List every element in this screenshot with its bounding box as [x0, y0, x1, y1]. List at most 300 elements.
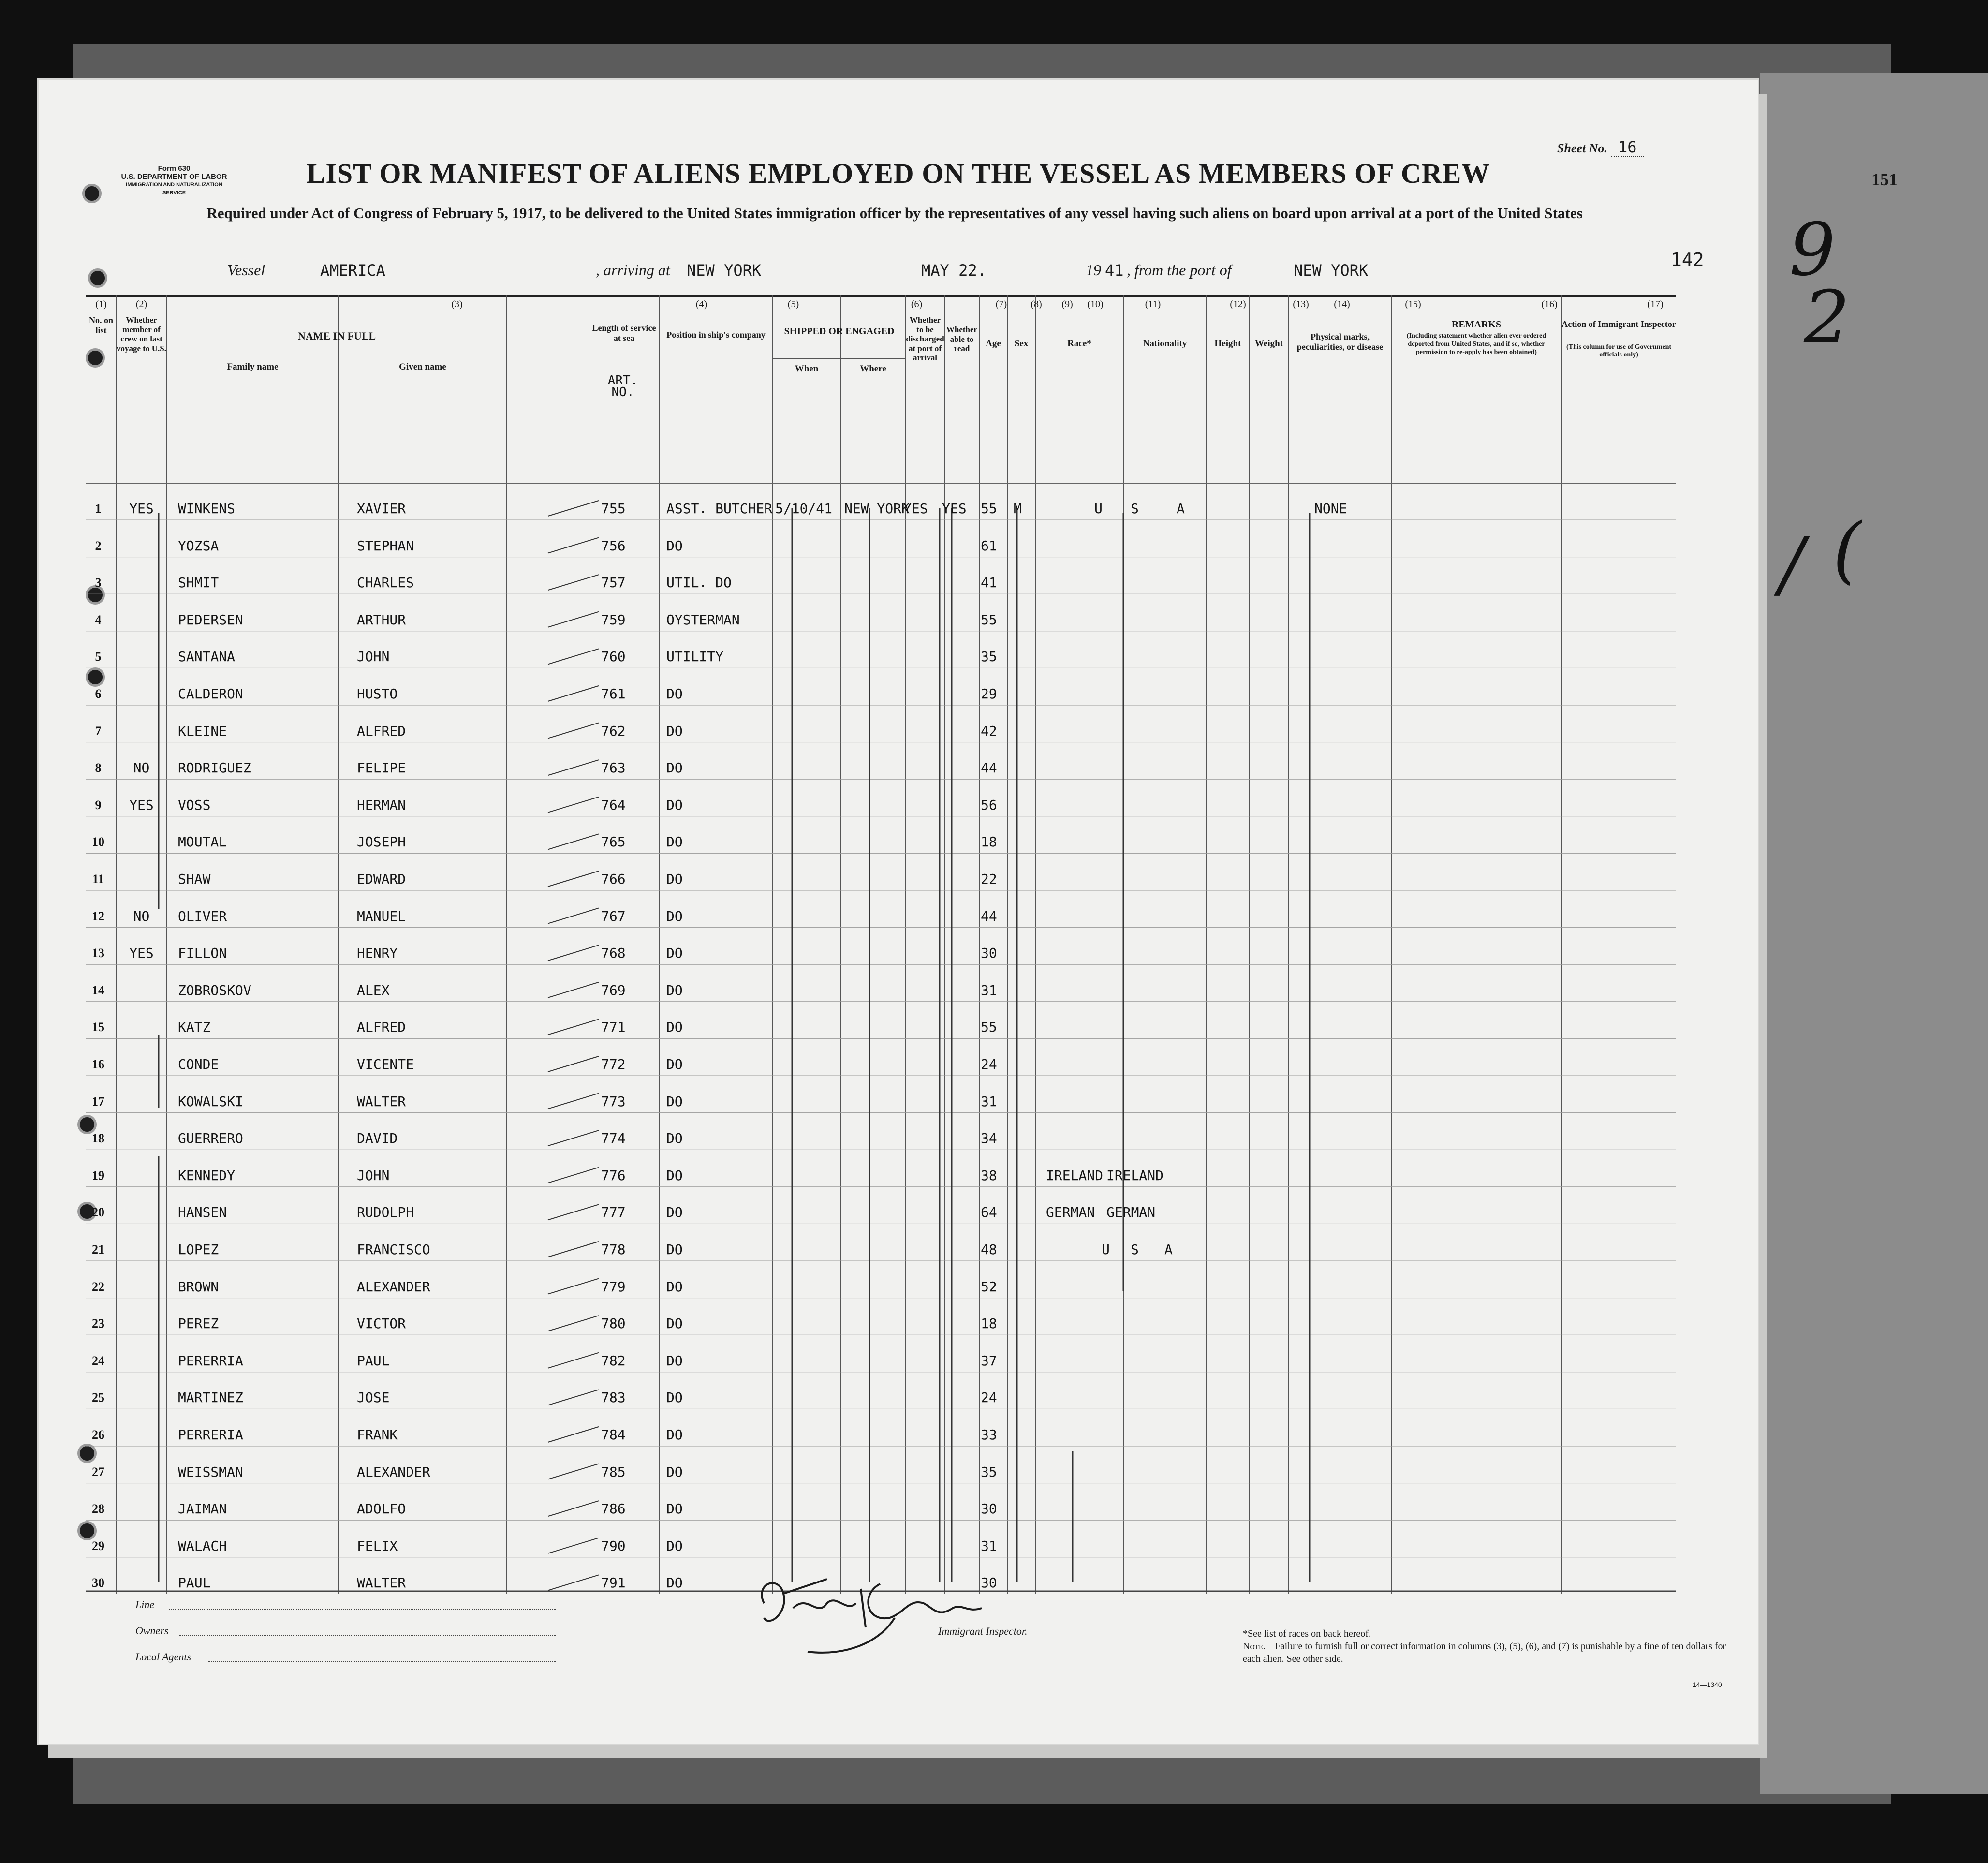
cell-no: 7 [95, 724, 102, 738]
cell-age: 61 [981, 537, 997, 554]
cell-prev: NO [133, 760, 150, 776]
col-num: (12) [1230, 299, 1246, 310]
grid-line [548, 1094, 599, 1109]
cell-position: DO [666, 1390, 683, 1406]
cell-given: ALFRED [357, 1019, 406, 1035]
cell-art: 756 [601, 537, 626, 554]
cell-no: 3 [95, 576, 102, 590]
print-code: 14—1340 [1693, 1681, 1722, 1688]
col-num: (15) [1405, 299, 1421, 310]
cell-family: PAUL [178, 1575, 211, 1591]
cell-art: 757 [601, 575, 626, 591]
grid-line [548, 1575, 599, 1590]
grid-line [548, 1204, 599, 1220]
cell-age: 48 [981, 1242, 997, 1257]
cell-no: 22 [92, 1279, 104, 1294]
cell-position: DO [666, 1316, 683, 1332]
cell-no: 8 [95, 761, 102, 775]
cell-position: DO [666, 871, 683, 887]
grid-line [548, 723, 599, 739]
cell-family: SANTANA [178, 649, 236, 665]
cell-prev: NO [133, 908, 150, 924]
cell-nat2: A [1164, 1242, 1173, 1257]
col-num: (3) [451, 299, 463, 310]
cell-given: JOSEPH [357, 834, 406, 850]
cell-position: DO [666, 945, 683, 961]
cell-given: XAVIER [357, 501, 406, 517]
cell-where: NEW YORK [844, 501, 910, 517]
note-label: Note. [1243, 1641, 1266, 1652]
grid-line [548, 1019, 599, 1035]
cell-nat2: A [1177, 501, 1185, 517]
form-number: Form 630 [158, 164, 191, 173]
cell-when: 5/10/41 [775, 501, 833, 517]
grid-line [548, 1130, 599, 1146]
cell-art: 764 [601, 797, 626, 813]
cell-no: 14 [92, 983, 104, 997]
grid-line [548, 501, 599, 516]
cell-given: DAVID [357, 1130, 398, 1147]
cell-position: DO [666, 1130, 683, 1147]
cell-position: DO [666, 1501, 683, 1517]
service: IMMIGRATION AND NATURALIZATION SERVICE [126, 182, 222, 196]
grid-line [548, 1538, 599, 1553]
cell-family: GUERRERO [178, 1130, 243, 1147]
cell-given: FRANCISCO [357, 1242, 430, 1257]
crew-table [86, 295, 1676, 1594]
cell-age: 18 [981, 1316, 997, 1332]
cell-no: 12 [92, 909, 104, 923]
cell-age: 24 [981, 1390, 997, 1406]
header-inspector-note: (This column for use of Government officials only) [1566, 343, 1672, 359]
page-title: LIST OR MANIFEST OF ALIENS EMPLOYED ON THE VESSEL AS MEMBERS OF CREW [306, 158, 1490, 189]
cell-age: 31 [981, 982, 997, 998]
line-label: Line [135, 1598, 155, 1611]
cell-art: 772 [601, 1056, 626, 1072]
col-num: (11) [1145, 299, 1161, 310]
cell-family: OLIVER [178, 908, 227, 924]
cell-age: 41 [981, 575, 997, 591]
owners-label: Owners [135, 1625, 169, 1637]
cell-given: STEPHAN [357, 537, 414, 554]
year-prefix: 19 [1086, 261, 1101, 279]
cell-age: 18 [981, 834, 997, 850]
cell-prev: YES [129, 945, 154, 961]
cell-no: 19 [92, 1168, 104, 1183]
header-remarks: REMARKS [1451, 319, 1502, 330]
header-position: Position in ship's company [666, 330, 766, 340]
header-nationality: Nationality [1143, 339, 1187, 349]
cell-given: CHARLES [357, 575, 414, 591]
vessel-label: Vessel [227, 261, 265, 279]
cell-prev: YES [129, 797, 154, 813]
arriving-port: NEW YORK [687, 261, 762, 280]
cell-age: 42 [981, 723, 997, 739]
cell-family: SHAW [178, 871, 211, 887]
cell-art: 761 [601, 686, 626, 702]
cell-no: 4 [95, 612, 102, 627]
cell-no: 2 [95, 538, 102, 553]
cell-no: 18 [92, 1131, 104, 1146]
grid-line [548, 797, 599, 813]
cell-art: 763 [601, 760, 626, 776]
voyage-info [39, 261, 1758, 285]
header-age: Age [986, 339, 1001, 349]
year-suffix: 41 [1105, 261, 1124, 280]
cell-family: PERERRIA [178, 1352, 243, 1369]
cell-family: FILLON [178, 945, 227, 961]
cell-no: 6 [95, 687, 102, 701]
arrival-date: MAY 22. [921, 261, 987, 280]
cell-age: 35 [981, 649, 997, 665]
sheet-number-value: 16 [1611, 138, 1644, 157]
cell-given: FELIPE [357, 760, 406, 776]
cell-given: JOHN [357, 1167, 390, 1183]
cell-age: 24 [981, 1056, 997, 1072]
vessel-name: AMERICA [320, 261, 385, 280]
cell-position: DO [666, 1204, 683, 1221]
cell-family: WINKENS [178, 501, 236, 517]
cell-given: HENRY [357, 945, 398, 961]
cell-no: 28 [92, 1502, 104, 1516]
cell-family: PEDERSEN [178, 611, 243, 628]
header-shipped-or-engaged: SHIPPED OR ENGAGED [784, 326, 895, 337]
table-grid [86, 295, 1676, 1594]
col-num: (13) [1293, 299, 1309, 310]
cell-position: DO [666, 797, 683, 813]
arriving-label: , arriving at [596, 261, 670, 279]
cell-art: 778 [601, 1242, 626, 1257]
cell-art: 767 [601, 908, 626, 924]
cell-family: PERRERIA [178, 1427, 243, 1443]
cell-given: MANUEL [357, 908, 406, 924]
margin-mark: 2 [1804, 276, 1850, 360]
races-note: *See list of races on back hereof. [1243, 1628, 1371, 1639]
cell-no: 10 [92, 835, 104, 849]
margin-mark: / [1780, 522, 1804, 606]
cell-position: DO [666, 1093, 683, 1109]
header-family-name: Family name [227, 362, 279, 372]
cell-given: HERMAN [357, 797, 406, 813]
cell-art: 776 [601, 1167, 626, 1183]
cell-position: DO [666, 537, 683, 554]
cell-art: 782 [601, 1352, 626, 1369]
cell-no: 16 [92, 1057, 104, 1071]
cell-age: 44 [981, 908, 997, 924]
cell-art: 779 [601, 1278, 626, 1295]
page-subtitle: Required under Act of Congress of February 5, 1917, to be delivered to the United States immigration officer by the representatives of any vessel having such aliens on board upon arrival at a port of the United States [206, 205, 1583, 222]
cell-position: DO [666, 1056, 683, 1072]
cell-art: 777 [601, 1204, 626, 1221]
cell-family: MARTINEZ [178, 1390, 243, 1406]
grid-line [548, 1501, 599, 1516]
header-no-on-list: No. on list [88, 315, 113, 335]
cell-family: ZOBROSKOV [178, 982, 251, 998]
department: U.S. DEPARTMENT OF LABOR [121, 173, 227, 181]
cell-art: 766 [601, 871, 626, 887]
col-num: (8) [1031, 299, 1042, 310]
cell-position: DO [666, 1242, 683, 1257]
cell-position: DO [666, 1427, 683, 1443]
cell-given: FRANK [357, 1427, 398, 1443]
margin-page-number: 151 [1871, 170, 1898, 189]
cell-given: JOSE [357, 1390, 390, 1406]
header-inspector-action: Action of Immigrant Inspector [1561, 319, 1676, 329]
grid-line [548, 686, 599, 701]
cell-no: 9 [95, 798, 102, 812]
cell-art: 768 [601, 945, 626, 961]
cell-given: VICENTE [357, 1056, 414, 1072]
cell-age: 52 [981, 1278, 997, 1295]
cell-no: 23 [92, 1316, 104, 1331]
cell-age: 30 [981, 1501, 997, 1517]
grid-line [548, 649, 599, 664]
cell-race: U [1102, 1242, 1110, 1257]
cell-age: 31 [981, 1093, 997, 1109]
form-note [1243, 1627, 1741, 1665]
cell-given: ALEXANDER [357, 1278, 430, 1295]
cell-position: DO [666, 908, 683, 924]
cell-art: 755 [601, 501, 626, 517]
cell-position: DO [666, 1352, 683, 1369]
cell-family: RODRIGUEZ [178, 760, 251, 776]
cell-family: LOPEZ [178, 1242, 219, 1257]
cell-given: ARTHUR [357, 611, 406, 628]
col-num: (17) [1647, 299, 1664, 310]
cell-position: OYSTERMAN [666, 611, 740, 628]
header-physical-marks: Physical marks, peculiarities, or disease [1296, 332, 1384, 352]
cell-given: PAUL [357, 1352, 390, 1369]
grid-line [548, 1056, 599, 1072]
cell-art: 759 [601, 611, 626, 628]
cell-age: 30 [981, 1575, 997, 1591]
cell-no: 1 [95, 502, 102, 516]
local-agents-label: Local Agents [135, 1651, 191, 1663]
header-previous-voyage: Whether member of crew on last voyage to U.S. [117, 315, 166, 353]
col-num: (6) [911, 299, 923, 310]
cell-art: 783 [601, 1390, 626, 1406]
cell-age: 55 [981, 611, 997, 628]
cell-race: U [1094, 501, 1103, 517]
cell-family: SHMIT [178, 575, 219, 591]
from-port-label: , from the port of [1127, 261, 1232, 279]
grid-line [548, 612, 599, 627]
cell-no: 5 [95, 650, 102, 664]
cell-given: ALFRED [357, 723, 406, 739]
cell-art: 765 [601, 834, 626, 850]
cell-age: 34 [981, 1130, 997, 1147]
cell-position: ASST. BUTCHER [666, 501, 773, 517]
margin-mark: ( [1833, 508, 1861, 592]
cell-age: 31 [981, 1538, 997, 1554]
grid-line [548, 908, 599, 924]
cell-position: DO [666, 1278, 683, 1295]
header-length-of-service: Length of service at sea [592, 323, 656, 343]
cell-position: DO [666, 1019, 683, 1035]
cell-no: 26 [92, 1428, 104, 1442]
cell-given: ADOLFO [357, 1501, 406, 1517]
cell-nat: IRELAND [1106, 1167, 1164, 1183]
header-where: Where [860, 364, 886, 374]
adjacent-page [1760, 73, 1988, 1794]
cell-family: KENNEDY [178, 1167, 236, 1183]
cell-art: 786 [601, 1501, 626, 1517]
cell-nat: S [1131, 501, 1139, 517]
cell-position: UTILITY [666, 649, 724, 665]
cell-age: 38 [981, 1167, 997, 1183]
cell-no: 29 [92, 1538, 104, 1553]
cell-art: 769 [601, 982, 626, 998]
cell-position: DO [666, 1575, 683, 1591]
cell-no: 11 [92, 872, 104, 886]
margin-mark: 9 [1789, 208, 1836, 292]
grid-line [548, 1353, 599, 1368]
cell-discharged: YES [903, 501, 928, 517]
cell-no: 17 [92, 1094, 104, 1109]
col-num: (9) [1061, 299, 1073, 310]
cell-race: IRELAND [1046, 1167, 1104, 1183]
cell-art: 760 [601, 649, 626, 665]
cell-family: JAIMAN [178, 1501, 227, 1517]
cell-sex: M [1014, 501, 1022, 517]
cell-nat: GERMAN [1106, 1204, 1156, 1221]
cell-family: HANSEN [178, 1204, 227, 1221]
cell-family: BROWN [178, 1278, 219, 1295]
grid-line [548, 1279, 599, 1294]
grid-line [548, 1390, 599, 1405]
header-discharged: Whether to be discharged at port of arrival [906, 315, 944, 363]
cell-age: 55 [981, 501, 997, 517]
cell-no: 13 [92, 946, 104, 961]
from-port: NEW YORK [1294, 261, 1369, 280]
cell-family: KATZ [178, 1019, 211, 1035]
grid-line [548, 1464, 599, 1479]
header-race: Race* [1067, 339, 1091, 349]
sheet-number: Sheet No. 16 [1557, 138, 1644, 156]
cell-art: 791 [601, 1575, 626, 1591]
cell-given: FELIX [357, 1538, 398, 1554]
cell-family: VOSS [178, 797, 211, 813]
cell-given: ALEXANDER [357, 1464, 430, 1480]
cell-position: DO [666, 1538, 683, 1554]
cell-family: KOWALSKI [178, 1093, 243, 1109]
col-num: (5) [787, 299, 799, 310]
grid-line [548, 538, 599, 553]
cell-read: YES [942, 501, 967, 517]
col-num: (1) [95, 299, 107, 310]
cell-race: GERMAN [1046, 1204, 1095, 1221]
header-sex: Sex [1014, 339, 1029, 349]
cell-age: 35 [981, 1464, 997, 1480]
cell-given: ALEX [357, 982, 390, 998]
cell-position: DO [666, 1464, 683, 1480]
cell-age: 37 [981, 1352, 997, 1369]
header-height: Height [1214, 339, 1241, 349]
col-num: (10) [1087, 299, 1104, 310]
cell-given: EDWARD [357, 871, 406, 887]
grid-line [548, 1242, 599, 1257]
cell-art: 790 [601, 1538, 626, 1554]
cell-age: 44 [981, 760, 997, 776]
manifest-sheet [39, 80, 1758, 1744]
cell-family: PEREZ [178, 1316, 219, 1332]
cell-no: 27 [92, 1464, 104, 1479]
cell-art: 774 [601, 1130, 626, 1147]
cell-no: 24 [92, 1353, 104, 1368]
cell-position: DO [666, 1167, 683, 1183]
note-text: —Failure to furnish full or correct information in columns (3), (5), (6), and (7) is punishable by a fine of ten dollars for each alien. See other side. [1243, 1641, 1726, 1664]
grid-line [548, 1168, 599, 1183]
cell-art: 762 [601, 723, 626, 739]
grid-line [548, 575, 599, 590]
cell-position: DO [666, 760, 683, 776]
cell-position: DO [666, 686, 683, 702]
cell-age: 29 [981, 686, 997, 702]
grid-line [548, 1316, 599, 1331]
cell-position: UTIL. DO [666, 575, 732, 591]
cell-family: CONDE [178, 1056, 219, 1072]
cell-given: HUSTO [357, 686, 398, 702]
col-num: (16) [1541, 299, 1558, 310]
cell-family: WALACH [178, 1538, 227, 1554]
header-when: When [795, 364, 819, 374]
cell-age: 64 [981, 1204, 997, 1221]
cell-no: 30 [92, 1576, 104, 1590]
cell-no: 21 [92, 1242, 104, 1257]
cell-family: CALDERON [178, 686, 243, 702]
col-num: (4) [695, 299, 707, 310]
header-name-in-full: NAME IN FULL [297, 330, 376, 342]
cell-family: KLEINE [178, 723, 227, 739]
cell-family: WEISSMAN [178, 1464, 243, 1480]
header-given-name: Given name [399, 362, 446, 372]
grid-line [548, 871, 599, 887]
grid-line [548, 1427, 599, 1442]
inspector-signature [750, 1565, 1088, 1661]
cell-nat: S [1131, 1242, 1139, 1257]
cell-age: 56 [981, 797, 997, 813]
cell-position: DO [666, 834, 683, 850]
cell-family: YOZSA [178, 537, 219, 554]
cell-given: JOHN [357, 649, 390, 665]
cell-no: 15 [92, 1020, 104, 1035]
cell-marks: NONE [1314, 501, 1347, 517]
cell-given: WALTER [357, 1575, 406, 1591]
cell-age: 55 [981, 1019, 997, 1035]
grid-line [548, 760, 599, 775]
stamp-number: 142 [1671, 249, 1704, 270]
cell-given: WALTER [357, 1093, 406, 1109]
cell-family: MOUTAL [178, 834, 227, 850]
cell-art: 780 [601, 1316, 626, 1332]
grid-line [548, 834, 599, 849]
header-able-to-read: Whether able to read [946, 325, 978, 354]
cell-position: DO [666, 982, 683, 998]
cell-art: 785 [601, 1464, 626, 1480]
cell-no: 25 [92, 1390, 104, 1405]
cell-age: 22 [981, 871, 997, 887]
inspector-label: Immigrant Inspector. [938, 1625, 1028, 1637]
cell-given: RUDOLPH [357, 1204, 414, 1221]
cell-position: DO [666, 723, 683, 739]
col-num: (2) [135, 299, 147, 310]
cell-no: 20 [92, 1205, 104, 1220]
cell-given: VICTOR [357, 1316, 406, 1332]
col-num: (7) [995, 299, 1007, 310]
header-remarks-note: (Including statement whether alien ever ordered deported from United States, and if so, whether permission to re-apply has been obtained) [1406, 332, 1546, 356]
header-weight: Weight [1254, 339, 1283, 349]
cell-art: 784 [601, 1427, 626, 1443]
